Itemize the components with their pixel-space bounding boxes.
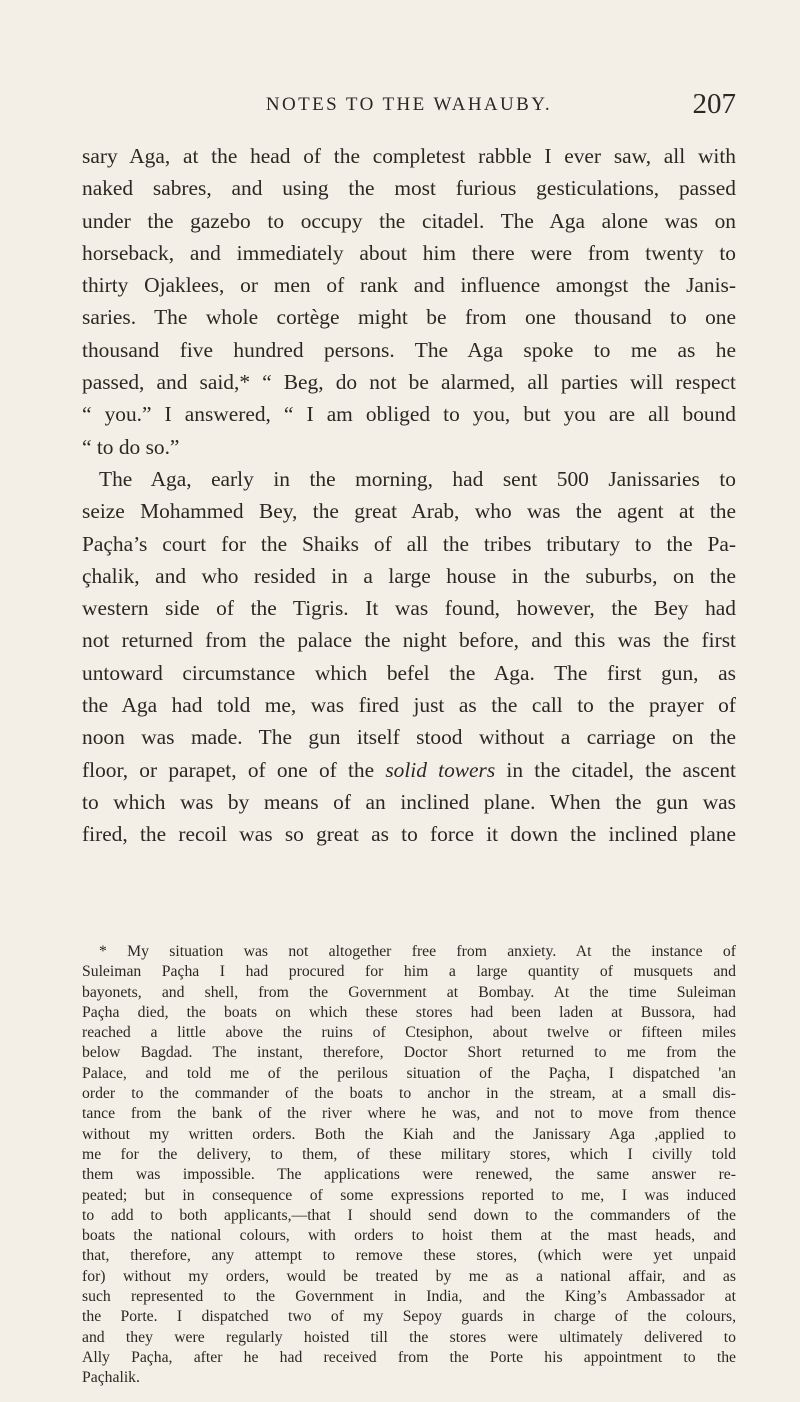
body-line: saries. The whole cortège might be from one thousand to one bbox=[82, 305, 736, 330]
body-line: “ to do so.” bbox=[82, 434, 180, 459]
body-line: seize Mohammed Bey, the great Arab, who was the agent at the bbox=[82, 499, 736, 524]
body-line: naked sabres, and using the most furious gesticulations, passed bbox=[82, 176, 736, 201]
body-line: untoward circumstance which befel the Aga. The first gun, as bbox=[82, 660, 736, 685]
running-head-title: NOTES TO THE WAHAUBY. bbox=[265, 94, 553, 115]
running-head bbox=[82, 88, 736, 124]
footnote-line: Paçha died, the boats on which these stores had been laden at Bussora, had bbox=[82, 1003, 736, 1021]
footnote-line: for) without my orders, would be treated by me as a national affair, and as bbox=[82, 1267, 736, 1285]
body-line: not returned from the palace the night before, and this was the first bbox=[82, 628, 736, 653]
body-line-head: floor, or parapet, of one of the bbox=[82, 757, 375, 782]
body-line: thousand five hundred persons. The Aga spoke to me as he bbox=[82, 337, 736, 362]
footnote-line: tance from the bank of the river where he was, and not to move from thence bbox=[82, 1105, 736, 1123]
footnote-line: them was impossible. The applications were renewed, the same answer re- bbox=[82, 1166, 736, 1184]
footnote-line: Palace, and told me of the perilous situation of the Paçha, I dispatched 'an bbox=[82, 1064, 736, 1082]
body-text bbox=[82, 140, 736, 851]
body-line: horseback, and immediately about him there were from twenty to bbox=[82, 240, 736, 265]
body-line: noon was made. The gun itself stood without a carriage on the bbox=[82, 725, 736, 750]
footnote-line: peated; but in consequence of some expressions reported to me, I was induced bbox=[82, 1186, 736, 1204]
italic-phrase: solid towers bbox=[385, 757, 496, 782]
body-line: to which was by means of an inclined plane. When the gun was bbox=[82, 789, 736, 814]
body-line: Paçha’s court for the Shaiks of all the tribes tributary to the Pa- bbox=[82, 531, 736, 556]
body-line: sary Aga, at the head of the completest rabble I ever saw, all with bbox=[82, 144, 736, 168]
page-number: 207 bbox=[692, 88, 736, 120]
footnote-line: Paçhalik. bbox=[82, 1369, 140, 1387]
footnote-line: without my written orders. Both the Kiah and the Janissary Aga ,applied to bbox=[82, 1125, 736, 1143]
footnote-line: below Bagdad. The instant, therefore, Doctor Short returned to me from the bbox=[82, 1044, 736, 1062]
footnote-line: that, therefore, any attempt to remove these stores, (which were yet unpaid bbox=[82, 1247, 736, 1265]
footnote-line: and they were regularly hoisted till the stores were ultimately delivered to bbox=[82, 1328, 736, 1346]
footnote bbox=[82, 942, 736, 1389]
footnote-line: * My situation was not altogether free from anxiety. At the instance of bbox=[99, 943, 736, 960]
footnote-line: the Porte. I dispatched two of my Sepoy guards in charge of the colours, bbox=[82, 1308, 736, 1326]
body-line: fired, the recoil was so great as to force it down the inclined plane bbox=[82, 822, 736, 847]
paragraph-start-line: The Aga, early in the morning, had sent 500 Janissaries to bbox=[99, 466, 736, 491]
footnote-line: to add to both applicants,—that I should send down to the commanders of the bbox=[82, 1206, 736, 1224]
footnote-line: order to the commander of the boats to anchor in the stream, at a small dis- bbox=[82, 1085, 736, 1103]
body-line: passed, and said,* “ Beg, do not be alarmed, all parties will respect bbox=[82, 370, 736, 395]
footnote-line: Ally Paçha, after he had received from the Porte his appointment to the bbox=[82, 1348, 736, 1366]
footnote-line: Suleiman Paçha I had procured for him a large quantity of musquets and bbox=[82, 963, 736, 981]
body-line: under the gazebo to occupy the citadel. The Aga alone was on bbox=[82, 208, 736, 233]
footnote-line: such represented to the Government in India, and the King’s Ambassador at bbox=[82, 1288, 736, 1306]
body-line: the Aga had told me, was fired just as the call to the prayer of bbox=[82, 693, 736, 718]
body-line: çhalik, and who resided in a large house in the suburbs, on the bbox=[82, 563, 736, 588]
body-line: thirty Ojaklees, or men of rank and influence amongst the Janis- bbox=[82, 273, 736, 298]
footnote-line: me for the delivery, to them, of these military stores, which I civilly told bbox=[82, 1145, 736, 1163]
body-line-tail: in the citadel, the ascent bbox=[506, 757, 736, 782]
footnote-line: reached a little above the ruins of Ctesiphon, about twelve or fifteen miles bbox=[82, 1024, 736, 1042]
body-line: western side of the Tigris. It was found, however, the Bey had bbox=[82, 596, 736, 621]
footnote-line: bayonets, and shell, from the Government at Bombay. At the time Suleiman bbox=[82, 983, 736, 1001]
body-line-with-italic bbox=[82, 754, 736, 786]
body-line: “ you.” I answered, “ I am obliged to you, but you are all bound bbox=[82, 402, 736, 427]
footnote-line: boats the national colours, with orders to hoist them at the mast heads, and bbox=[82, 1227, 736, 1245]
